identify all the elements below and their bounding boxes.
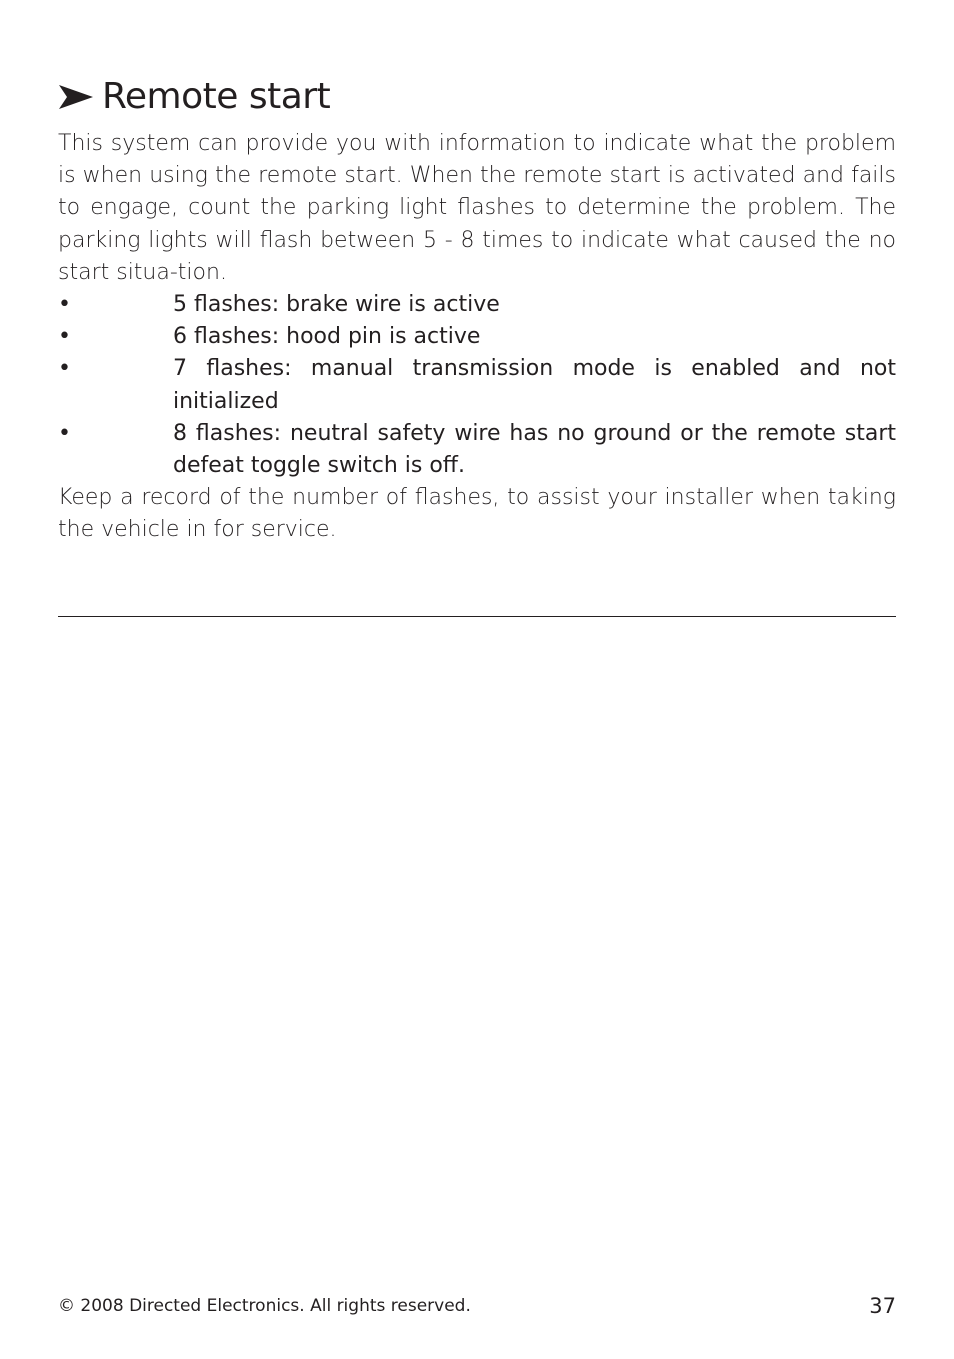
flash-code-list <box>58 289 896 482</box>
list-item-text: 8 flashes: neutral safety wire has no ground or the remote start defeat toggle switch is off. <box>173 420 896 479</box>
section-heading <box>58 76 330 117</box>
bullet-marker: • <box>58 356 71 382</box>
bullet-marker: • <box>58 420 71 446</box>
list-item-text: 5 flashes: brake wire is active <box>173 292 500 317</box>
list-item-text: 6 flashes: hood pin is active <box>173 324 481 350</box>
list-item-text: 7 flashes: manual transmission mode is enabled and not initialized <box>173 356 896 414</box>
bullet-marker: • <box>58 324 71 350</box>
bullet-marker: • <box>58 292 71 317</box>
section-title: Remote start <box>102 76 331 118</box>
list-item <box>58 321 896 353</box>
list-item <box>58 289 896 321</box>
page-number: 37 <box>869 1294 896 1318</box>
list-item <box>58 353 896 417</box>
closing-paragraph: Keep a record of the number of flashes, to assist your installer when taking the vehicle in for service. <box>58 485 896 543</box>
list-item <box>58 418 896 482</box>
horizontal-divider <box>58 616 896 617</box>
copyright-notice: © 2008 Directed Electronics. All rights reserved. <box>58 1296 471 1316</box>
arrowhead-bullet-icon <box>58 82 94 112</box>
intro-paragraph: This system can provide you with information to indicate what the problem is when using the remote start. When the remote start is activated and fails to engage, count the parking light flashes to determine the problem. The parking lights will flash between 5 - 8 times to indicate what caused the no start situa-tion. <box>58 131 896 285</box>
